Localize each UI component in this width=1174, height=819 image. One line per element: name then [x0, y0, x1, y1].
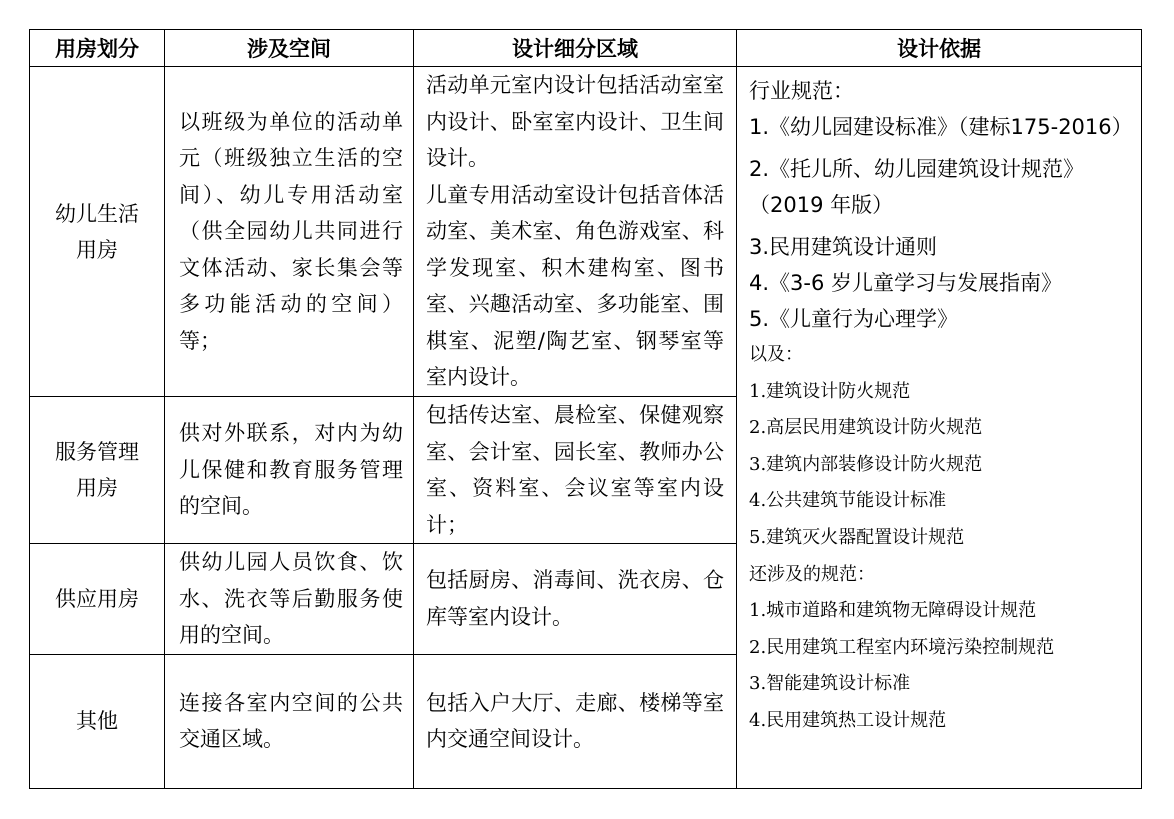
basis-item: 1.建筑设计防火规范: [749, 380, 911, 402]
header-cell: 涉及空间: [165, 30, 414, 67]
basis-heading: 行业规范：: [749, 79, 854, 103]
basis-item: 3.建筑内部装修设计防火规范: [749, 453, 983, 475]
category-label: 其他: [76, 709, 118, 733]
space-text: 供对外联系，对内为幼儿保健和教育服务管理的空间。: [179, 421, 403, 519]
design-text: 活动单元室内设计包括活动室室内设计、卧室室内设计、卫生间设计。: [426, 73, 724, 171]
basis-item: 3.民用建筑设计通则: [749, 235, 938, 259]
header-cell: 设计细分区域: [414, 30, 737, 67]
space-cell: [165, 654, 414, 788]
basis-item: 2.高层民用建筑设计防火规范: [749, 417, 983, 439]
space-cell: [165, 544, 414, 655]
category-label: 幼儿生活: [55, 201, 139, 226]
header-cell: 用房划分: [30, 30, 165, 67]
basis-item: 4.民用建筑热工设计规范: [749, 709, 947, 731]
category-cell: [30, 544, 165, 655]
basis-item: 4.《3-6 岁儿童学习与发展指南》: [749, 271, 1063, 295]
design-text: 包括入户大厅、走廊、楼梯等室内交通空间设计。: [426, 690, 724, 751]
space-text: 以班级为单位的活动单元（班级独立生活的空间）、幼儿专用活动室（供全园幼儿共同进行文体活动、家长集会等多功能活动的空间）等；: [179, 109, 403, 353]
category-label: 服务管理: [55, 440, 139, 464]
category-label: 用房: [76, 237, 118, 262]
table-row: [30, 67, 1142, 397]
header-row: [30, 30, 1142, 67]
category-cell: [30, 654, 165, 788]
design-cell: [414, 544, 737, 655]
basis-heading: 以及：: [749, 344, 803, 365]
design-cell: [414, 654, 737, 788]
design-text: 儿童专用活动室设计包括音体活动室、美术室、角色游戏室、科学发现室、积木建构室、图书室、兴趣活动室、多功能室、围棋室、泥塑/陶艺室、钢琴室等室内设计。: [426, 182, 724, 390]
design-cell: [414, 397, 737, 544]
basis-item: 1.城市道路和建筑物无障碍设计规范: [749, 600, 1037, 622]
basis-item: 5.《儿童行为心理学》: [749, 307, 959, 331]
design-text: 包括传达室、晨检室、保健观察室、会计室、园长室、教师办公室、资料室、会议室等室内设计；: [426, 403, 724, 537]
requirements-table: [29, 29, 1142, 789]
basis-cell: [737, 67, 1142, 789]
basis-item: 2.《托儿所、幼儿园建筑设计规范》（2019 年版）: [749, 157, 1085, 217]
category-cell: [30, 397, 165, 544]
category-cell: [30, 67, 165, 397]
basis-heading: 还涉及的规范：: [749, 563, 875, 585]
space-text: 连接各室内空间的公共交通区域。: [179, 690, 403, 751]
header-cell: 设计依据: [737, 30, 1142, 67]
space-cell: [165, 397, 414, 544]
basis-item: 5.建筑灭火器配置设计规范: [749, 526, 965, 548]
basis-item: 1.《幼儿园建设标准》（建标175-2016）: [749, 115, 1133, 139]
basis-item: 4.公共建筑节能设计标准: [749, 490, 947, 512]
space-cell: [165, 67, 414, 397]
basis-item: 2.民用建筑工程室内环境污染控制规范: [749, 636, 1055, 658]
space-text: 供幼儿园人员饮食、饮水、洗衣等后勤服务使用的空间。: [179, 550, 403, 647]
design-text: 包括厨房、消毒间、洗衣房、仓库等室内设计。: [426, 568, 724, 629]
basis-item: 3.智能建筑设计标准: [749, 673, 911, 695]
category-label: 供应用房: [55, 586, 139, 611]
category-label: 用房: [76, 476, 118, 500]
design-cell: [414, 67, 737, 397]
